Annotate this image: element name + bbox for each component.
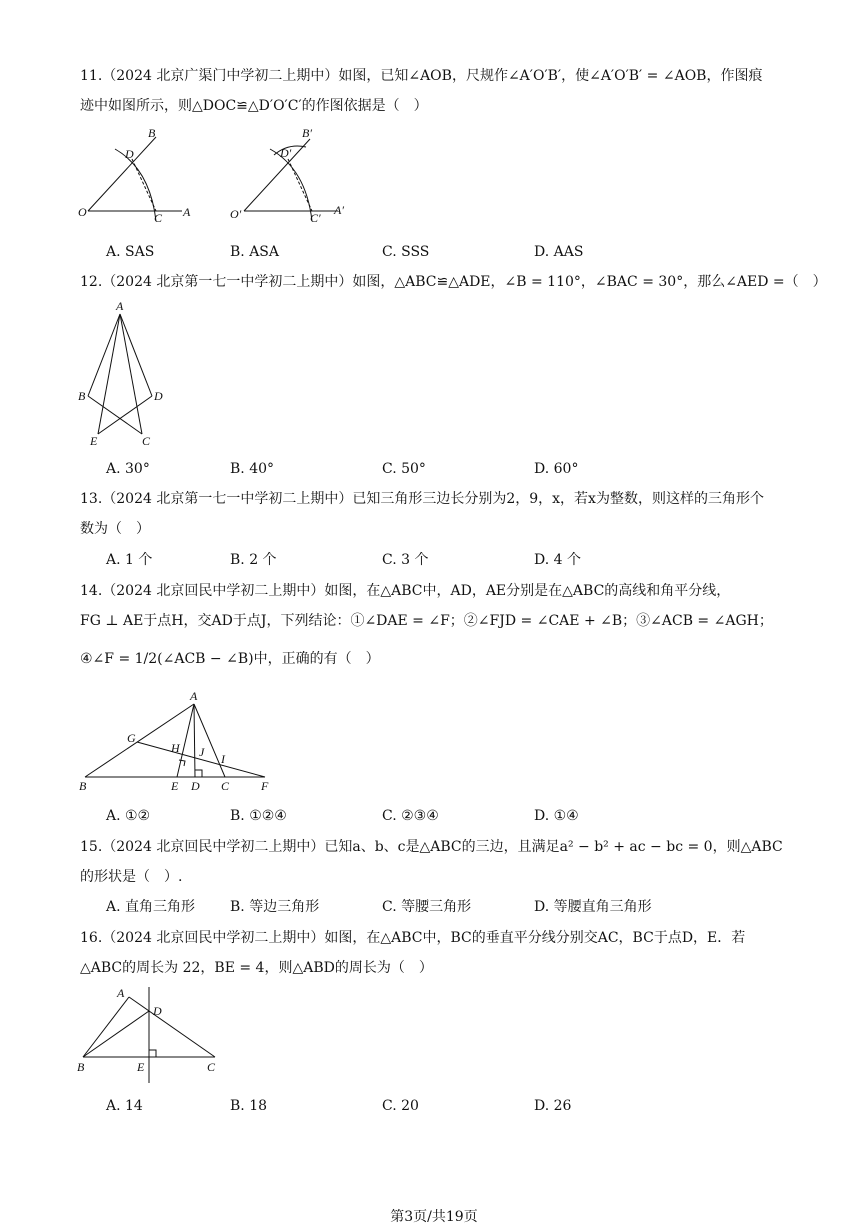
q14-label-c: C xyxy=(221,779,230,793)
q14-option-a[interactable]: A. ①② xyxy=(106,808,151,824)
q11-label-a: A xyxy=(183,205,191,219)
q14-option-c[interactable]: C. ②③④ xyxy=(382,808,439,824)
q12-option-c[interactable]: C. 50° xyxy=(382,461,426,477)
q14-label-g: G xyxy=(127,731,136,745)
q11-label-d-prime: D′ xyxy=(280,146,292,160)
q12-line-1: 12.（2024 北京第一七一中学初二上期中）如图，△ABC≌△ADE，∠B = 110°，∠BAC = 30°，那么∠AED =（ ） xyxy=(80,274,827,290)
q16-option-c[interactable]: C. 20 xyxy=(382,1098,419,1114)
q12-option-b[interactable]: B. 40° xyxy=(230,461,275,477)
q14-line-3: ④∠F = 1/2(∠ACB − ∠B)中，正确的有（ ） xyxy=(80,651,380,667)
q11-label-b: B xyxy=(148,126,156,140)
q11-option-a[interactable]: A. SAS xyxy=(106,244,155,260)
q12-label-e: E xyxy=(90,434,98,448)
q11-label-b-prime: B′ xyxy=(302,126,312,140)
q13-option-b[interactable]: B. 2 个 xyxy=(230,552,277,568)
q14-label-f: F xyxy=(261,779,269,793)
q16-label-b: B xyxy=(77,1060,85,1074)
q13-option-c[interactable]: C. 3 个 xyxy=(382,552,429,568)
q11-figure xyxy=(70,125,370,225)
q13-line-2: 数为（ ） xyxy=(80,521,150,537)
q13-option-d[interactable]: D. 4 个 xyxy=(534,552,581,568)
page-footer: 第3页/共19页 xyxy=(390,1209,478,1225)
q14-label-d: D xyxy=(191,779,200,793)
q12-label-a: A xyxy=(116,299,124,313)
q13-option-a[interactable]: A. 1 个 xyxy=(106,552,153,568)
q12-option-d[interactable]: D. 60° xyxy=(534,461,579,477)
q11-line-2: 迹中如图所示，则△DOC≌△D′O′C′的作图依据是（ ） xyxy=(80,98,428,114)
q16-option-d[interactable]: D. 26 xyxy=(534,1098,572,1114)
q12-label-c: C xyxy=(142,434,151,448)
q15-option-a[interactable]: A. 直角三角形 xyxy=(106,899,196,915)
q14-figure xyxy=(75,690,285,800)
q15-option-c[interactable]: C. 等腰三角形 xyxy=(382,899,472,915)
q15-line-1: 15.（2024 北京回民中学初二上期中）已知a、b、c是△ABC的三边，且满足a² − b² + ac − bc = 0，则△ABC xyxy=(80,839,783,855)
q13-line-1: 13.（2024 北京第一七一中学初二上期中）已知三角形三边长分别为2，9，x，若x为整数，则这样的三角形个 xyxy=(80,491,764,507)
q14-option-b[interactable]: B. ①②④ xyxy=(230,808,287,824)
q16-option-a[interactable]: A. 14 xyxy=(106,1098,143,1114)
q11-label-a-prime: A′ xyxy=(334,203,344,217)
q16-label-c: C xyxy=(207,1060,216,1074)
q12-option-a[interactable]: A. 30° xyxy=(106,461,150,477)
q16-line-2: △ABC的周长为 22，BE = 4，则△ABD的周长为（ ） xyxy=(80,960,433,976)
q14-label-h: H xyxy=(171,741,180,755)
q11-option-b[interactable]: B. ASA xyxy=(230,244,279,260)
q12-figure xyxy=(78,300,178,450)
q15-option-b[interactable]: B. 等边三角形 xyxy=(230,899,320,915)
q14-line-1: 14.（2024 北京回民中学初二上期中）如图，在△ABC中，AD，AE分别是在△ABC的高线和角平分线， xyxy=(80,583,731,599)
q11-line-1: 11.（2024 北京广渠门中学初二上期中）如图，已知∠AOB，尺规作∠A′O′B′，使∠A′O′B′ = ∠AOB，作图痕 xyxy=(80,68,763,84)
q14-label-b: B xyxy=(79,779,87,793)
q11-label-o: O xyxy=(78,205,87,219)
q14-label-j: J xyxy=(199,745,205,759)
q16-label-a: A xyxy=(117,986,125,1000)
q14-option-d[interactable]: D. ①④ xyxy=(534,808,579,824)
q11-option-d[interactable]: D. AAS xyxy=(534,244,584,260)
q16-option-b[interactable]: B. 18 xyxy=(230,1098,268,1114)
q11-label-d: D xyxy=(125,147,134,161)
q14-label-i: I xyxy=(221,752,225,766)
q11-label-c: C xyxy=(154,211,163,225)
q11-option-c[interactable]: C. SSS xyxy=(382,244,430,260)
q14-line-2: FG ⊥ AE于点H，交AD于点J，下列结论：①∠DAE = ∠F；②∠FJD = ∠CAE + ∠B；③∠ACB = ∠AGH； xyxy=(80,613,773,629)
q15-line-2: 的形状是（ ）. xyxy=(80,869,183,885)
q16-label-d: D xyxy=(153,1004,162,1018)
q14-label-a: A xyxy=(190,689,198,703)
q11-label-c-prime: C′ xyxy=(310,211,321,225)
q16-line-1: 16.（2024 北京回民中学初二上期中）如图，在△ABC中，BC的垂直平分线分别交AC，BC于点D，E．若 xyxy=(80,930,746,946)
q15-option-d[interactable]: D. 等腰直角三角形 xyxy=(534,899,652,915)
q12-label-d: D xyxy=(154,389,163,403)
q11-label-o-prime: O′ xyxy=(230,207,242,221)
q16-label-e: E xyxy=(137,1060,145,1074)
q16-figure xyxy=(75,985,225,1075)
q14-label-e: E xyxy=(171,779,179,793)
q12-label-b: B xyxy=(78,389,86,403)
